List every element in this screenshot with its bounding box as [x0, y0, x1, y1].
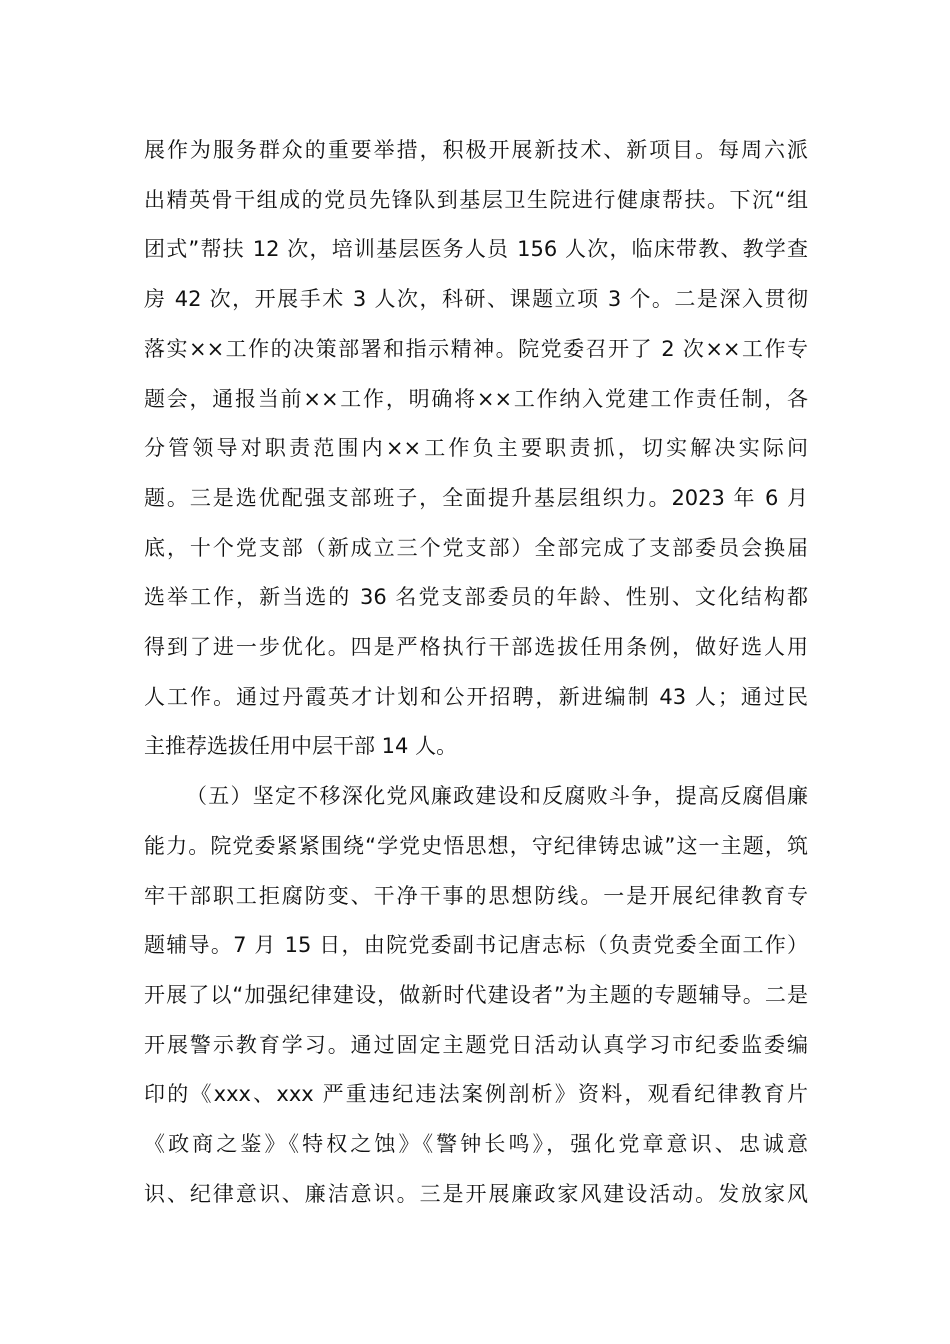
text-line: 印的《xxx、xxx 严重违纪违法案例剖析》资料，观看纪律教育片 [144, 1082, 808, 1107]
text-line: 团式”帮扶 12 次，培训基层医务人员 156 人次，临床带教、教学查 [144, 237, 808, 262]
text-line: 主推荐选拔任用中层干部 14 人。 [144, 734, 458, 759]
text-line: 《政商之鉴》《特权之蚀》《警钟长鸣》，强化党章意识、忠诚意 [144, 1132, 808, 1156]
text-line: 选举工作，新当选的 36 名党支部委员的年龄、性别、文化结构都 [144, 585, 808, 610]
text-line: 识、纪律意识、廉洁意识。三是开展廉政家风建设活动。发放家风 [144, 1181, 808, 1206]
text-line: 出精英骨干组成的党员先锋队到基层卫生院进行健康帮扶。下沉“组 [144, 187, 808, 212]
text-line: 能力。院党委紧紧围绕“学党史悟思想，守纪律铸忠诚”这一主题，筑 [144, 833, 808, 858]
text-line: 牢干部职工拒腐防变、干净干事的思想防线。一是开展纪律教育专 [144, 883, 808, 908]
text-line: 题辅导。7 月 15 日，由院党委副书记唐志标（负责党委全面工作） [144, 933, 808, 958]
text-line: 题。三是选优配强支部班子，全面提升基层组织力。2023 年 6 月 [144, 485, 808, 510]
text-line: 展作为服务群众的重要举措，积极开展新技术、新项目。每周六派 [144, 138, 808, 162]
text-line: 分管领导对职责范围内××工作负主要职责抓，切实解决实际问 [144, 436, 808, 461]
text-line: （五）坚定不移深化党风廉政建设和反腐败斗争，提高反腐倡廉 [186, 784, 808, 809]
text-line: 房 42 次，开展手术 3 人次，科研、课题立项 3 个。二是深入贯彻 [144, 287, 808, 312]
text-line: 人工作。通过丹霞英才计划和公开招聘，新进编制 43 人；通过民 [144, 684, 808, 709]
text-line: 得到了进一步优化。四是严格执行干部选拔任用条例，做好选人用 [144, 635, 808, 659]
text-line: 开展了以“加强纪律建设，做新时代建设者”为主题的专题辅导。二是 [144, 982, 808, 1007]
text-line: 开展警示教育学习。通过固定主题党日活动认真学习市纪委监委编 [144, 1032, 808, 1057]
text-line: 题会，通报当前××工作，明确将××工作纳入党建工作责任制，各 [144, 386, 808, 411]
text-line: 底，十个党支部（新成立三个党支部）全部完成了支部委员会换届 [144, 535, 808, 560]
text-line: 落实××工作的决策部署和指示精神。院党委召开了 2 次××工作专 [144, 336, 808, 361]
